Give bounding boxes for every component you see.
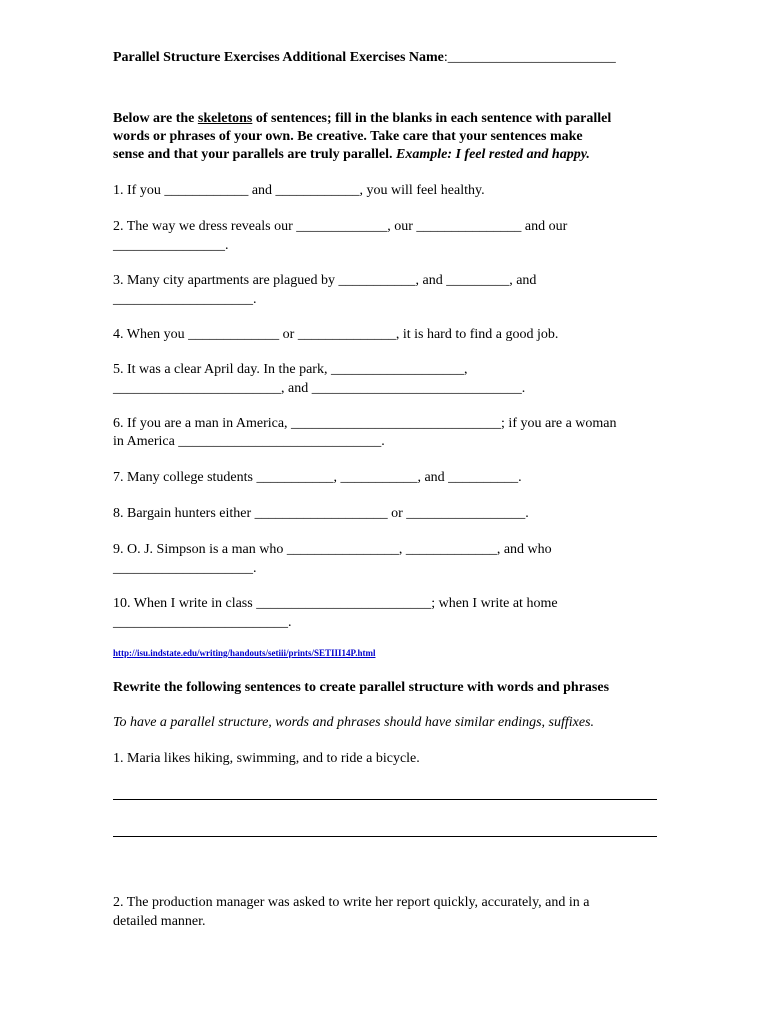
item-9-line-1: 9. O. J. Simpson is a man who ________________, _____________, and who: [113, 542, 552, 557]
item-6-line-1: 6. If you are a man in America, ______________________________; if you are a woman: [113, 416, 617, 431]
worksheet-title: Parallel Structure Exercises Additional Exercises Name: [113, 50, 444, 65]
item-4-line-1: 4. When you _____________ or ______________, it is hard to find a good job.: [113, 327, 559, 342]
item-10-line-2: _________________________.: [113, 615, 292, 630]
rewrite-question-2-line-1: 2. The production manager was asked to write her report quickly, accurately, and in a: [113, 895, 590, 910]
instructions-example: Example: I feel rested and happy.: [395, 147, 590, 162]
section-2-note: To have a parallel structure, words and phrases should have similar endings, suffixes.: [113, 715, 595, 730]
source-link[interactable]: http://isu.indstate.edu/writing/handouts/setiii/prints/SETIII14P.html: [113, 648, 376, 658]
answer-line: [113, 836, 657, 837]
instructions-text: Below are the: [113, 111, 198, 126]
item-2-line-1: 2. The way we dress reveals our _____________, our _______________ and our: [113, 219, 568, 234]
item-8-line-1: 8. Bargain hunters either ___________________ or _________________.: [113, 506, 529, 521]
instructions-underlined-word: skeletons: [197, 111, 253, 126]
item-3-line-2: ____________________.: [113, 292, 257, 307]
item-5-line-1: 5. It was a clear April day. In the park, ___________________,: [113, 362, 468, 377]
rewrite-question-2-line-2: detailed manner.: [113, 914, 206, 929]
instructions-text: sense and that your parallels are truly parallel.: [113, 147, 396, 162]
item-10-line-1: 10. When I write in class _________________________; when I write at home: [113, 596, 558, 611]
answer-line: [113, 799, 657, 800]
instructions-line-2: words or phrases of your own. Be creative. Take care that your sentences make: [113, 129, 583, 144]
item-7-line-1: 7. Many college students ___________, ___________, and __________.: [113, 470, 522, 485]
item-5-line-2: ________________________, and ______________________________.: [113, 381, 526, 396]
rewrite-question-1: 1. Maria likes hiking, swimming, and to ride a bicycle.: [113, 751, 420, 766]
item-2-line-2: ________________.: [113, 238, 229, 253]
instructions-text: of sentences; fill in the blanks in each sentence with parallel: [252, 111, 612, 126]
name-blank: :________________________: [443, 50, 616, 65]
item-9-line-2: ____________________.: [113, 561, 257, 576]
item-1-line-1: 1. If you ____________ and ____________, you will feel healthy.: [113, 183, 485, 198]
instructions-line-1: [113, 109, 611, 128]
item-6-line-2: in America _____________________________.: [113, 434, 385, 449]
instructions-line-3: [113, 145, 590, 164]
section-2-heading: Rewrite the following sentences to create parallel structure with words and phrases: [113, 680, 610, 695]
item-3-line-1: 3. Many city apartments are plagued by ___________, and _________, and: [113, 273, 537, 288]
worksheet-title-line: [113, 48, 616, 67]
